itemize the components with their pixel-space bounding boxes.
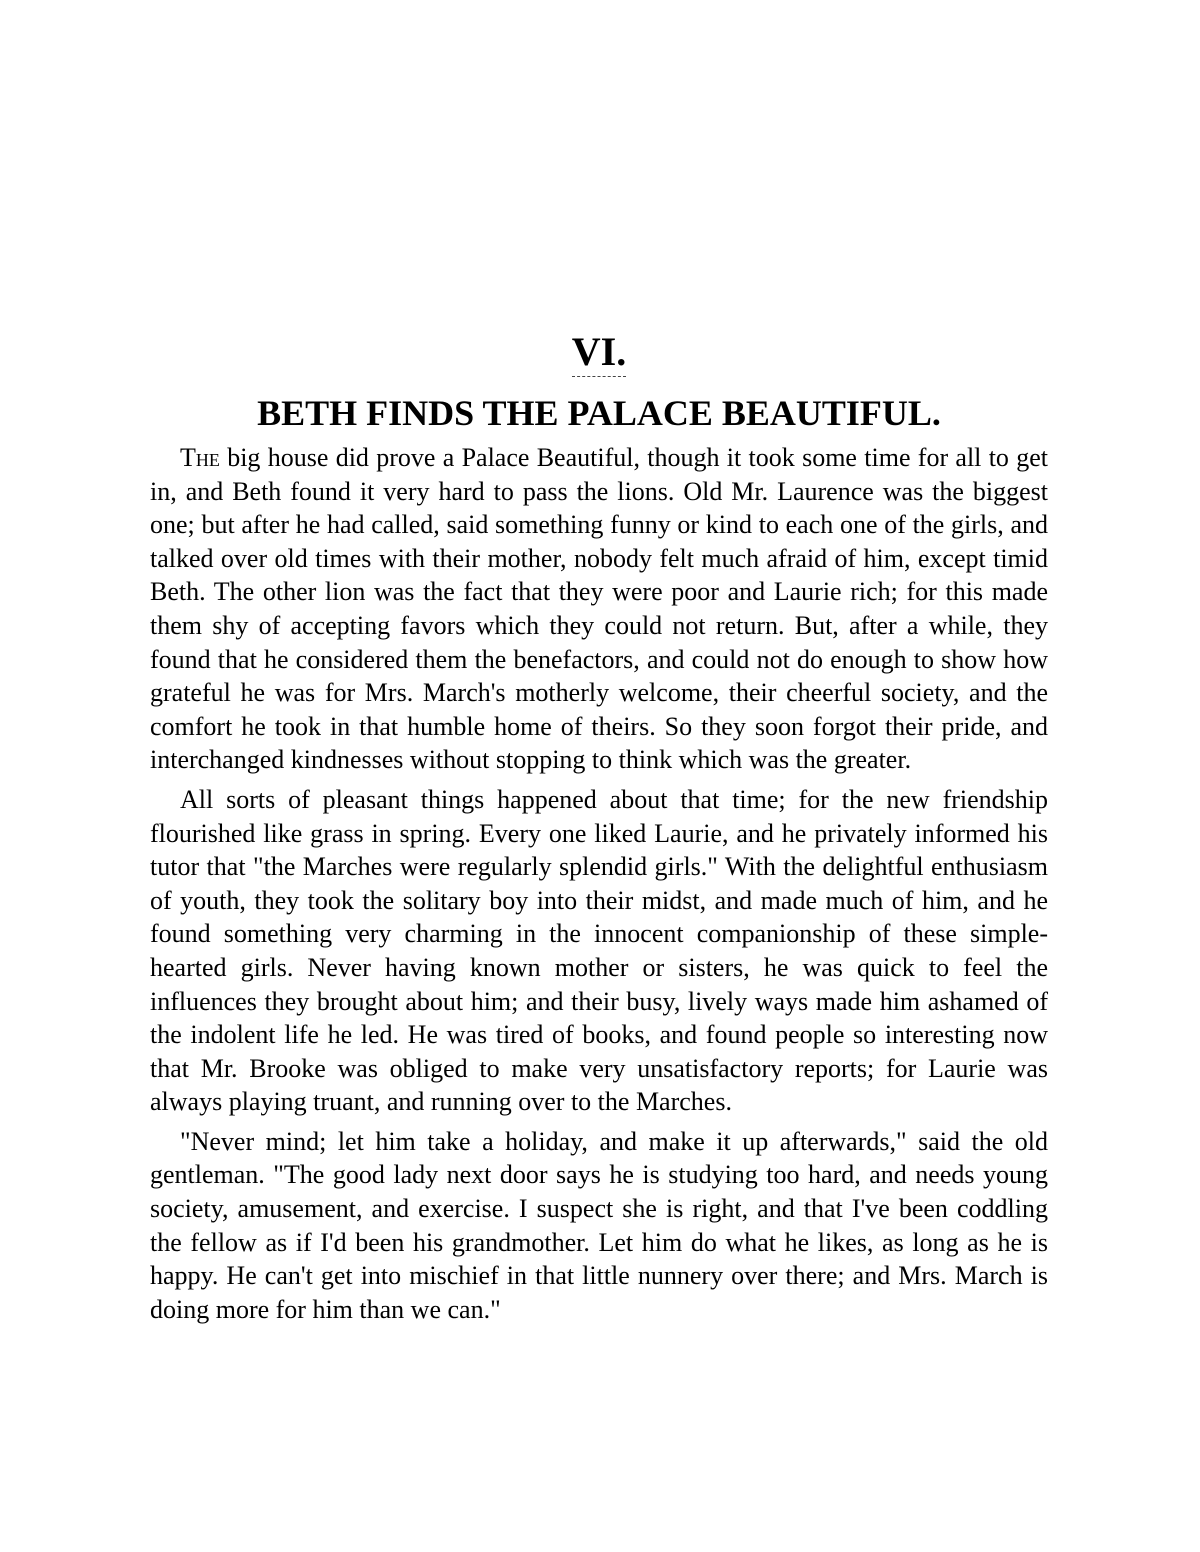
chapter-number — [150, 330, 1048, 377]
chapter-number-link[interactable]: VI. — [572, 330, 626, 377]
book-page — [150, 330, 1048, 1332]
paragraph-1-lead-capital: T — [180, 443, 196, 472]
paragraph-1 — [150, 441, 1048, 777]
paragraph-1-lead-smallcaps: he — [195, 443, 220, 472]
paragraph-2: All sorts of pleasant things happened about that time; for the new friendship flourished like grass in spring. Every one liked Laurie, and he privately informed his tutor that "the Marches were regularly splendid girls." With the delightful enthusiasm of youth, they took the solitary boy into their midst, and made much of him, and he found something very charming in the innocent companionship of these simple-hearted girls. Never having known mother or sisters, he was quick to feel the influences they brought about him; and their busy, lively ways made him ashamed of the indolent life he led. He was tired of books, and found people so interesting now that Mr. Brooke was obliged to make very unsatisfactory reports; for Laurie was always playing truant, and running over to the Marches. — [150, 784, 1048, 1117]
chapter-title: BETH FINDS THE PALACE BEAUTIFUL. — [257, 393, 941, 433]
paragraph-1-text: big house did prove a Palace Beautiful, though it took some time for all to get in, and Beth found it very hard to pass the lions. Old Mr. Laurence was the biggest one; but after he had called, said something funny or kind to each one of the girls, and talked over old times with their mother, nobody felt much afraid of him, except timid Beth. The other lion was the fact that they were poor and Laurie rich; for this made them shy of accepting favors which they could not return. But, after a while, they found that he considered them the benefactors, and could not do enough to show how grateful he was for Mrs. March's motherly welcome, their cheerful society, and the comfort he took in that humble home of theirs. So they soon forgot their pride, and interchanged kindnesses without stopping to think which was the greater. — [150, 443, 1048, 775]
paragraph-3: "Never mind; let him take a holiday, and make it up afterwards," said the old gentleman. "The good lady next door says he is studying too hard, and needs young society, amusement, and exercise. I suspect she is right, and that I've been coddling the fellow as if I'd been his grandmother. Let him do what he likes, as long as he is happy. He can't get into mischief in that little nunnery over there; and Mrs. March is doing more for him than we can." — [150, 1126, 1048, 1324]
